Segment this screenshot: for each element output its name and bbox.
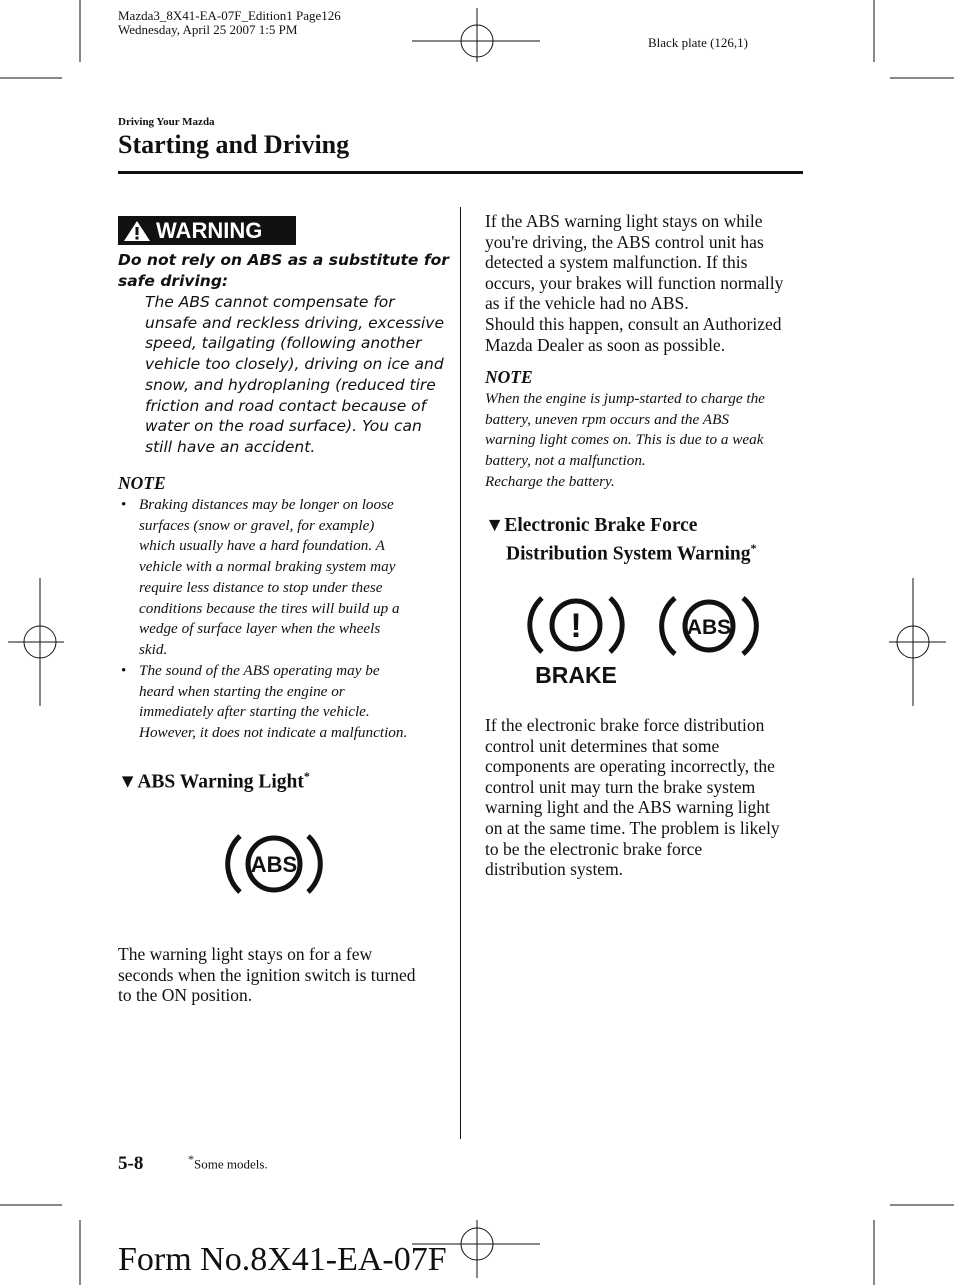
warning-banner [118,216,296,245]
exclamation-mark: ! [570,607,582,645]
footnote: *Some models. [188,1152,268,1172]
abs-body: The warning light stays on for a few seconds when the ignition switch is turned to the ON position. [118,944,416,1006]
header-rule [118,171,803,174]
abs-warning-icon [226,828,322,900]
page-title: Starting and Driving [118,130,350,159]
warning-triangle-icon [122,219,152,243]
section-label: Driving Your Mazda [118,116,215,128]
triangle-down-icon: ▼ [118,771,138,793]
note-right-body: When the engine is jump-started to charge the battery, uneven rpm occurs and the ABS warning light comes on. This is due to a weak battery, not a malfunction. Recharge the battery. [485,390,765,490]
abs-malfunction-paragraph: If the ABS warning light stays on while you're driving, the ABS control unit has detected a system malfunction. If this occurs, your brakes will function normally as if the vehicle had no ABS. Should this happen, consult an Authorized Mazda Dealer as soon as possible. [485,211,784,355]
abs-icon-text: ABS [250,852,298,877]
abs-icon-text: ABS [686,616,732,639]
print-header-line2: Wednesday, April 25 2007 1:5 PM [118,22,298,37]
warning-lead: Do not rely on ABS as a substitute for safe driving: [118,251,449,290]
note-heading-left: NOTE [118,473,166,493]
brake-warning-icon [528,592,624,688]
page-number: 5-8 [118,1153,144,1174]
warning-body: The ABS cannot compensate for unsafe and reckless driving, excessive speed, tailgating (following another vehicle too closely), driving on ice and snow, and hydroplaning (reduced tire friction and road contact because of water on the road surface). You can still have an accident. [145,293,445,456]
bullet-dot-icon: • [121,496,127,513]
plate-label: Black plate (126,1) [648,35,748,50]
abs-section-heading: ▼ABS Warning Light* [118,769,310,793]
print-header-line1: Mazda3_8X41-EA-07F_Edition1 Page126 [118,8,341,23]
note-bullet-1: • Braking distances may be longer on loose surfaces (snow or gravel, for example) which usually have a hard foundation. A vehicle with a normal braking system may require less distance to stop under these conditions because the tires will build up a wedge of surface layer when the wheels skid. [121,496,400,658]
brake-icon-text: BRAKE [535,662,617,688]
note-heading-right: NOTE [485,367,533,387]
warning-label: WARNING [156,218,263,243]
triangle-down-icon: ▼ [485,515,505,536]
bullet-dot-icon: • [121,662,127,679]
abs-warning-icon-ebd [661,592,757,660]
note-bullet-2: • The sound of the ABS operating may be heard when starting the engine or immediately after starting the vehicle. However, it does not indicate a malfunction. [121,662,408,742]
ebd-body: If the electronic brake force distribution control unit determines that some components are operating incorrectly, the control unit may turn the brake system warning light and the ABS warning light on at the same time. The problem is likely to be the electronic brake force distribution system. [485,715,780,880]
ebd-section-heading-line2: Distribution System Warning* [506,541,757,565]
ebd-section-heading: ▼Electronic Brake Force [485,515,698,536]
form-number: Form No.8X41-EA-07F [118,1241,447,1278]
column-divider [460,207,461,1139]
